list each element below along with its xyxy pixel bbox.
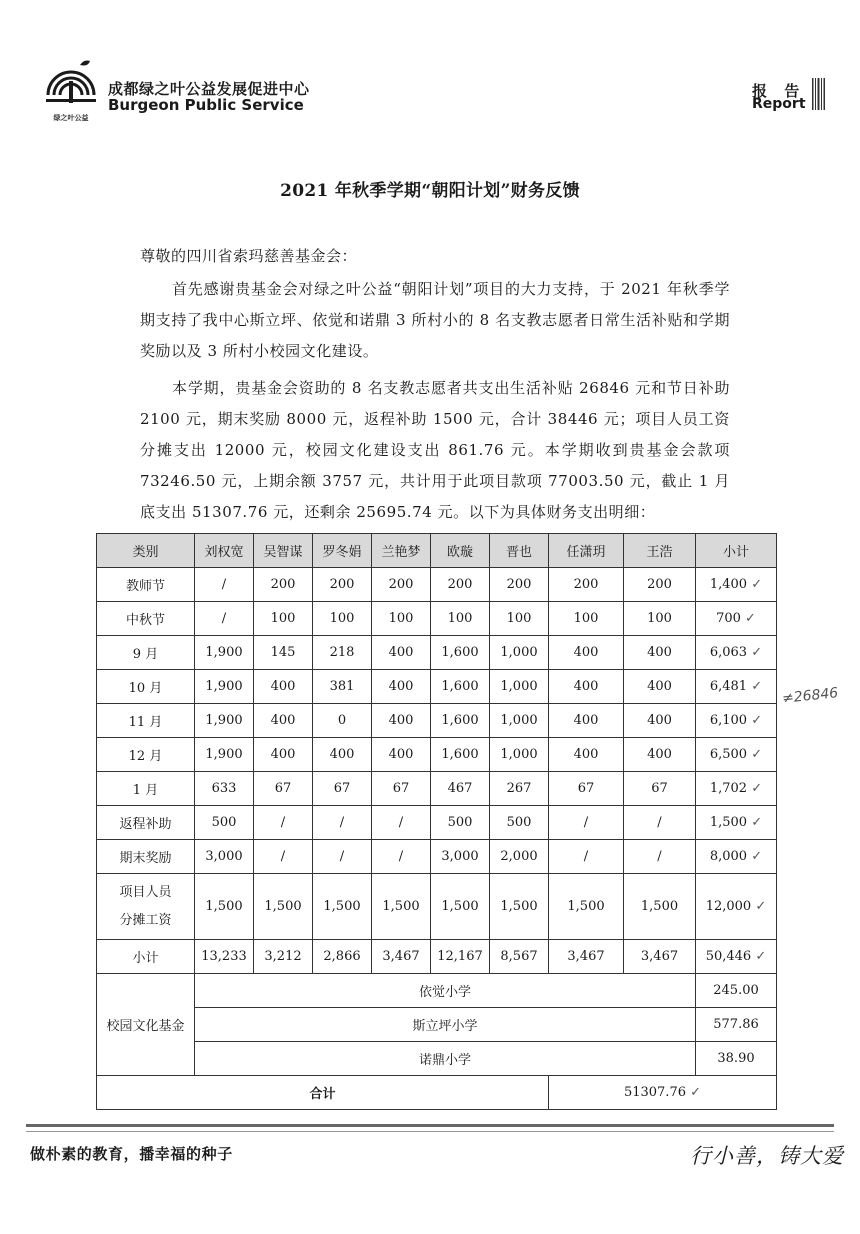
checkmark-icon: ✓ (755, 899, 767, 914)
header-person: 任潇玥 (549, 534, 624, 568)
table-cell: 200 (549, 568, 624, 602)
row-subtotal (696, 874, 777, 940)
footer-divider-thin (26, 1131, 834, 1132)
checkmark-icon: ✓ (751, 645, 763, 660)
row-subtotal-value: 8,000 (709, 849, 748, 864)
header-person: 兰艳梦 (372, 534, 431, 568)
table-cell: 2,866 (313, 940, 372, 974)
table-cell: 500 (431, 806, 490, 840)
table-cell: 67 (372, 772, 431, 806)
checkmark-icon: ✓ (755, 949, 767, 964)
table-cell: 1,500 (254, 874, 313, 940)
table-cell: 1,900 (195, 636, 254, 670)
table-header-row (97, 534, 777, 568)
table-cell: 200 (254, 568, 313, 602)
row-subtotal-value: 700 (716, 611, 741, 626)
row-subtotal-value: 6,063 (709, 645, 748, 660)
table-cell: / (624, 840, 696, 874)
org-name-english: Burgeon Public Service (108, 96, 304, 114)
table-row (97, 738, 777, 772)
table-cell: / (254, 840, 313, 874)
table-cell: 1,500 (313, 874, 372, 940)
table-cell: 400 (372, 738, 431, 772)
table-row (97, 670, 777, 704)
table-row (97, 840, 777, 874)
table-cell: 467 (431, 772, 490, 806)
row-subtotal-value: 50,446 (705, 949, 752, 964)
row-label (97, 874, 195, 940)
table-cell: / (195, 568, 254, 602)
header-person: 刘权宽 (195, 534, 254, 568)
table-cell: / (549, 806, 624, 840)
barcode-icon (812, 78, 826, 110)
total-row (97, 1076, 777, 1110)
table-cell: 3,000 (431, 840, 490, 874)
table-cell: 1,600 (431, 670, 490, 704)
table-cell: 200 (431, 568, 490, 602)
table-cell: 400 (254, 738, 313, 772)
table-cell: 1,600 (431, 704, 490, 738)
table-row (97, 704, 777, 738)
table-cell: 1,000 (490, 704, 549, 738)
table-cell: 200 (624, 568, 696, 602)
table-cell: 1,000 (490, 636, 549, 670)
table-cell: / (372, 806, 431, 840)
row-subtotal (696, 772, 777, 806)
table-cell: 3,467 (372, 940, 431, 974)
checkmark-icon: ✓ (751, 747, 763, 762)
school-name: 斯立坪小学 (195, 1008, 696, 1042)
table-cell: 67 (549, 772, 624, 806)
paragraph-thanks: 首先感谢贵基金会对绿之叶公益“朝阳计划”项目的大力支持，于 2021 年秋季学期支持了我中心斯立坪、依觉和诺鼎 3 所村小的 8 名支教志愿者日常生活补贴和学期奖励以及 3 所村小校园文化建设。 (140, 280, 730, 360)
row-subtotal-value: 1,400 (709, 577, 748, 592)
table-cell: 12,167 (431, 940, 490, 974)
table-cell: 400 (624, 704, 696, 738)
table-cell: 100 (313, 602, 372, 636)
logo-icon (40, 55, 102, 117)
table-cell: 1,500 (431, 874, 490, 940)
table-cell: 400 (372, 670, 431, 704)
table-cell: 1,900 (195, 704, 254, 738)
table-cell: 500 (195, 806, 254, 840)
table-cell: 100 (431, 602, 490, 636)
table-cell: 400 (372, 704, 431, 738)
table-cell: 267 (490, 772, 549, 806)
table-cell: 1,600 (431, 738, 490, 772)
table-cell: 1,500 (195, 874, 254, 940)
table-cell: 400 (254, 704, 313, 738)
footer-slogan: 做朴素的教育，播幸福的种子 (30, 1145, 233, 1163)
total-amount-value: 51307.76 (623, 1085, 686, 1100)
row-subtotal-value: 6,100 (709, 713, 748, 728)
row-subtotal-value: 12,000 (705, 899, 752, 914)
checkmark-icon: ✓ (751, 781, 763, 796)
table-cell: 1,500 (372, 874, 431, 940)
row-subtotal (696, 840, 777, 874)
table-cell: 3,212 (254, 940, 313, 974)
row-label: 11 月 (97, 704, 195, 738)
table-row (97, 602, 777, 636)
row-subtotal (696, 636, 777, 670)
salutation: 尊敬的四川省索玛慈善基金会： (140, 247, 358, 265)
row-label: 12 月 (97, 738, 195, 772)
header-person: 吴智谋 (254, 534, 313, 568)
report-label-chinese: 报 告 (752, 82, 806, 100)
staff-salary-row (97, 874, 777, 940)
table-cell: 100 (549, 602, 624, 636)
table-cell: 2,000 (490, 840, 549, 874)
expense-table (96, 533, 777, 1110)
table-cell: 200 (372, 568, 431, 602)
table-cell: 8,567 (490, 940, 549, 974)
row-subtotal (696, 940, 777, 974)
table-cell: 3,467 (549, 940, 624, 974)
school-amount: 577.86 (696, 1008, 777, 1042)
table-cell: 100 (372, 602, 431, 636)
header-subtotal: 小计 (696, 534, 777, 568)
row-label-line: 项目人员 (119, 884, 172, 900)
table-cell: 100 (254, 602, 313, 636)
table-row (97, 636, 777, 670)
row-subtotal (696, 670, 777, 704)
table-cell: 1,000 (490, 738, 549, 772)
culture-fund-row (97, 974, 777, 1008)
school-name: 依觉小学 (195, 974, 696, 1008)
row-label: 中秋节 (97, 602, 195, 636)
header-category: 类别 (97, 534, 195, 568)
table-cell: 3,000 (195, 840, 254, 874)
handwritten-note: ≠26846 (781, 685, 839, 707)
total-label: 合计 (97, 1076, 549, 1110)
checkmark-icon: ✓ (745, 611, 756, 626)
logo-tagline: 绿之叶公益 (53, 114, 89, 122)
checkmark-icon: ✓ (690, 1085, 702, 1100)
total-amount (549, 1076, 777, 1110)
row-subtotal-value: 1,500 (709, 815, 748, 830)
table-cell: 1,500 (624, 874, 696, 940)
table-row (97, 568, 777, 602)
row-subtotal-value: 1,702 (709, 781, 748, 796)
table-cell: 381 (313, 670, 372, 704)
table-cell: 0 (313, 704, 372, 738)
row-label: 教师节 (97, 568, 195, 602)
report-label-english: Report (752, 96, 806, 112)
table-cell: 1,500 (490, 874, 549, 940)
row-label-line: 分摊工资 (119, 912, 172, 928)
table-cell: 3,467 (624, 940, 696, 974)
row-subtotal (696, 806, 777, 840)
school-name: 诺鼎小学 (195, 1042, 696, 1076)
table-cell: 400 (549, 636, 624, 670)
header-person: 晋也 (490, 534, 549, 568)
checkmark-icon: ✓ (751, 577, 763, 592)
table-cell: 1,600 (431, 636, 490, 670)
header-person: 王浩 (624, 534, 696, 568)
table-cell: 1,500 (549, 874, 624, 940)
table-cell: 145 (254, 636, 313, 670)
table-cell: 400 (549, 704, 624, 738)
table-cell: / (624, 806, 696, 840)
header-person: 罗冬娟 (313, 534, 372, 568)
checkmark-icon: ✓ (751, 713, 763, 728)
table-cell: 13,233 (195, 940, 254, 974)
table-cell: 400 (624, 670, 696, 704)
table-cell: 400 (372, 636, 431, 670)
table-row (97, 806, 777, 840)
row-label: 9 月 (97, 636, 195, 670)
table-cell: / (313, 840, 372, 874)
school-amount: 245.00 (696, 974, 777, 1008)
culture-fund-row (97, 1008, 777, 1042)
culture-fund-label: 校园文化基金 (97, 974, 195, 1076)
footer-divider (26, 1124, 834, 1127)
table-row (97, 772, 777, 806)
table-cell: 1,900 (195, 670, 254, 704)
org-name-chinese: 成都绿之叶公益发展促进中心 (108, 80, 310, 98)
school-amount: 38.90 (696, 1042, 777, 1076)
table-cell: 100 (624, 602, 696, 636)
row-label: 10 月 (97, 670, 195, 704)
row-label: 返程补助 (97, 806, 195, 840)
table-cell: 500 (490, 806, 549, 840)
table-cell: 1,900 (195, 738, 254, 772)
table-cell: 400 (313, 738, 372, 772)
table-cell: / (195, 602, 254, 636)
row-subtotal (696, 738, 777, 772)
table-cell: 67 (254, 772, 313, 806)
table-cell: / (313, 806, 372, 840)
row-label: 期末奖励 (97, 840, 195, 874)
header-person: 欧璇 (431, 534, 490, 568)
row-subtotal-value: 6,500 (709, 747, 748, 762)
table-cell: 67 (313, 772, 372, 806)
row-label: 1 月 (97, 772, 195, 806)
document-title: 2021 年秋季学期“朝阳计划”财务反馈 (280, 181, 580, 201)
row-subtotal (696, 602, 777, 636)
table-cell: 400 (624, 738, 696, 772)
checkmark-icon: ✓ (751, 815, 763, 830)
row-subtotal-value: 6,481 (709, 679, 748, 694)
table-cell: 200 (313, 568, 372, 602)
table-cell: 218 (313, 636, 372, 670)
table-cell: 400 (549, 738, 624, 772)
table-cell: / (254, 806, 313, 840)
checkmark-icon: ✓ (751, 849, 763, 864)
table-cell: / (372, 840, 431, 874)
table-cell: 633 (195, 772, 254, 806)
table-cell: 400 (254, 670, 313, 704)
subtotal-row (97, 940, 777, 974)
table-cell: 1,000 (490, 670, 549, 704)
footer-signature: 行小善，铸大爱 (690, 1144, 844, 1168)
paragraph-financial-summary: 本学期，贵基金会资助的 8 名支教志愿者共支出生活补贴 26846 元和节日补助 2100 元，期末奖励 8000 元，返程补助 1500 元，合计 38446 元；项目人员工资分摊支出 12000 元，校园文化建设支出 861.76 元。本学期收到贵基金会款项 73246.50 元，上期余额 3757 元，共计用于此项目款项 77003.50 元，截止 1 月底支出 51307.76 元，还剩余 25695.74 元。以下为具体财务支出明细： (140, 379, 730, 521)
row-subtotal (696, 568, 777, 602)
row-subtotal (696, 704, 777, 738)
table-cell: 200 (490, 568, 549, 602)
table-cell: 100 (490, 602, 549, 636)
row-label: 小计 (97, 940, 195, 974)
table-cell: / (549, 840, 624, 874)
table-cell: 400 (549, 670, 624, 704)
culture-fund-row (97, 1042, 777, 1076)
table-cell: 67 (624, 772, 696, 806)
checkmark-icon: ✓ (751, 679, 763, 694)
table-cell: 400 (624, 636, 696, 670)
